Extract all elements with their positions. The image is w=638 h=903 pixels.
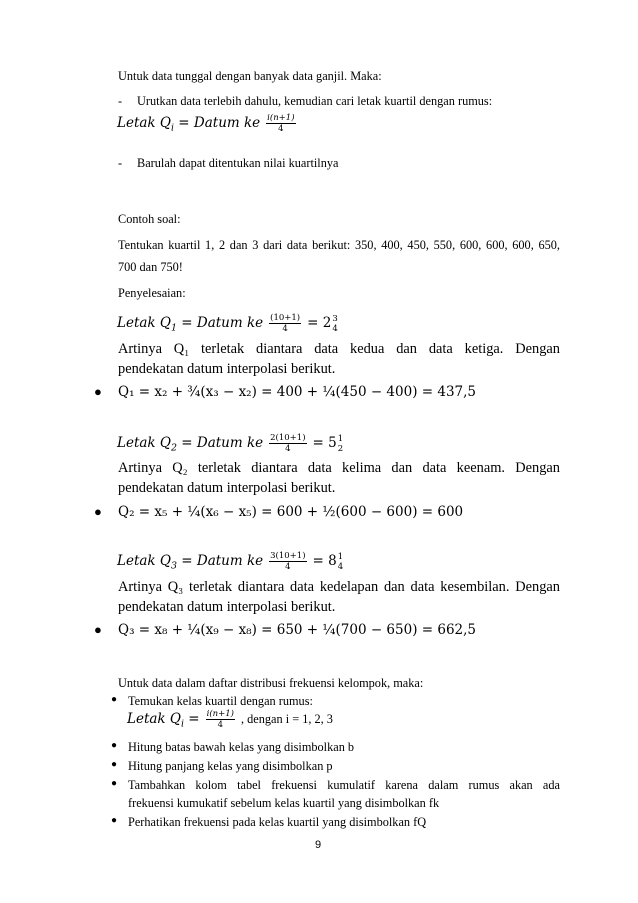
grouped-bullet-3-marker: ● xyxy=(111,759,118,770)
formula-num: i(n+1) xyxy=(267,113,295,123)
q2-den: 4 xyxy=(285,444,291,454)
q2-calculation: Q₂ = x₅ + ¼(x₆ − x₅) = 600 + ½(600 − 600) = 600 xyxy=(118,504,464,520)
grouped-intro: Untuk data dalam daftar distribusi frekuensi kelompok, maka: xyxy=(118,676,424,690)
q3-num: 3(10+1) xyxy=(270,551,306,561)
grouped-formula-num: i(n+1) xyxy=(206,709,234,719)
q3-position xyxy=(117,551,346,572)
q1-lhs: Letak Q xyxy=(117,315,171,332)
q2-bullet: ● xyxy=(94,504,102,519)
example-heading: Contoh soal: xyxy=(118,212,181,226)
q3-bullet: ● xyxy=(94,622,102,637)
q1-text-line1: Artinya Q₁ terletak diantara data kedua dan data ketiga. Dengan xyxy=(118,341,560,357)
step2-text: Barulah dapat ditentukan nilai kuartilnya xyxy=(137,156,339,170)
q3-sub: 3 xyxy=(170,560,177,572)
grouped-bullet-4-marker: ● xyxy=(111,778,118,789)
q3-calculation: Q₃ = x₈ + ¼(x₉ − x₈) = 650 + ¼(700 − 650) = 662,5 xyxy=(118,622,477,638)
formula-eq: = Datum ke xyxy=(178,115,261,132)
q2-lhs: Letak Q xyxy=(117,435,171,452)
q3-result-num: 1 xyxy=(337,551,344,562)
q1-text-line2: pendekatan datum interpolasi berikut. xyxy=(118,361,336,377)
page-number: 9 xyxy=(315,839,322,851)
grouped-bullet-1: Temukan kelas kuartil dengan rumus: xyxy=(128,694,313,708)
grouped-bullet-1-marker: ● xyxy=(111,694,118,705)
q1-mid: = Datum ke xyxy=(181,315,264,332)
formula-lhs: Letak Q xyxy=(117,115,171,132)
grouped-formula-den: 4 xyxy=(217,720,223,730)
formula-den: 4 xyxy=(278,124,284,134)
q2-mid: = Datum ke xyxy=(181,435,264,452)
q2-position xyxy=(117,433,346,454)
formula-sub: i xyxy=(170,122,174,134)
grouped-formula-suffix: , dengan i = 1, 2, 3 xyxy=(240,712,333,727)
q2-result-den: 2 xyxy=(337,443,344,454)
q1-result-num: 3 xyxy=(332,313,338,324)
example-problem-line2: 700 dan 750! xyxy=(118,260,183,274)
q2-result: = 5 xyxy=(312,435,337,452)
grouped-bullet-5: Perhatikan frekuensi pada kelas kuartil yang disimbolkan fQ xyxy=(128,815,427,829)
class-quartile-formula xyxy=(127,709,333,730)
quartile-position-formula xyxy=(117,113,298,134)
grouped-bullet-4-line2: frekuensi kumukatif sebelum kelas kuartil yang disimbolkan fk xyxy=(128,796,440,810)
q3-text-line2: pendekatan datum interpolasi berikut. xyxy=(118,599,336,615)
q1-num: (10+1) xyxy=(270,313,301,323)
q1-sub: 1 xyxy=(170,322,177,334)
q3-mid: = Datum ke xyxy=(181,553,264,570)
q3-text-line1: Artinya Q₃ terletak diantara data kedelapan dan data kesembilan. Dengan xyxy=(118,579,560,595)
grouped-formula-lhs: Letak Q xyxy=(127,711,181,728)
step2-dash: - xyxy=(118,156,123,170)
q1-result-den: 4 xyxy=(332,323,338,334)
grouped-bullet-3: Hitung panjang kelas yang disimbolkan p xyxy=(128,759,333,773)
q2-text-line1: Artinya Q₂ terletak diantara data kelima dan data keenam. Dengan xyxy=(118,460,560,476)
step1-dash: - xyxy=(118,94,123,108)
q2-sub: 2 xyxy=(170,442,177,454)
q1-position xyxy=(117,313,341,334)
grouped-formula-eq: = xyxy=(188,711,200,728)
grouped-bullet-2-marker: ● xyxy=(111,740,118,751)
q3-lhs: Letak Q xyxy=(117,553,171,570)
grouped-bullet-4-line1: Tambahkan kolom tabel frekuensi kumulatif karena dalam rumus akan ada xyxy=(128,778,560,792)
q2-text-line2: pendekatan datum interpolasi berikut. xyxy=(118,480,336,496)
grouped-bullet-2: Hitung batas bawah kelas yang disimbolkan b xyxy=(128,740,355,754)
intro-line: Untuk data tunggal dengan banyak data ganjil. Maka: xyxy=(118,69,382,83)
q2-result-num: 1 xyxy=(337,433,344,444)
example-problem-line1: Tentukan kuartil 1, 2 dan 3 dari data berikut: 350, 400, 450, 550, 600, 600, 600, 650, xyxy=(118,238,560,252)
q1-bullet: ● xyxy=(94,384,102,399)
q1-den: 4 xyxy=(282,324,288,334)
q1-calculation: Q₁ = x₂ + ¾(x₃ − x₂) = 400 + ¼(450 − 400) = 437,5 xyxy=(118,384,477,400)
q3-result: = 8 xyxy=(312,553,337,570)
grouped-bullet-5-marker: ● xyxy=(111,815,118,826)
solution-heading: Penyelesaian: xyxy=(118,286,186,300)
q3-result-den: 4 xyxy=(337,561,344,572)
q2-num: 2(10+1) xyxy=(270,433,306,443)
step1-text: Urutkan data terlebih dahulu, kemudian cari letak kuartil dengan rumus: xyxy=(137,94,493,108)
grouped-formula-sub: i xyxy=(180,718,184,730)
q3-den: 4 xyxy=(285,562,291,572)
q1-result: = 2 xyxy=(307,315,332,332)
